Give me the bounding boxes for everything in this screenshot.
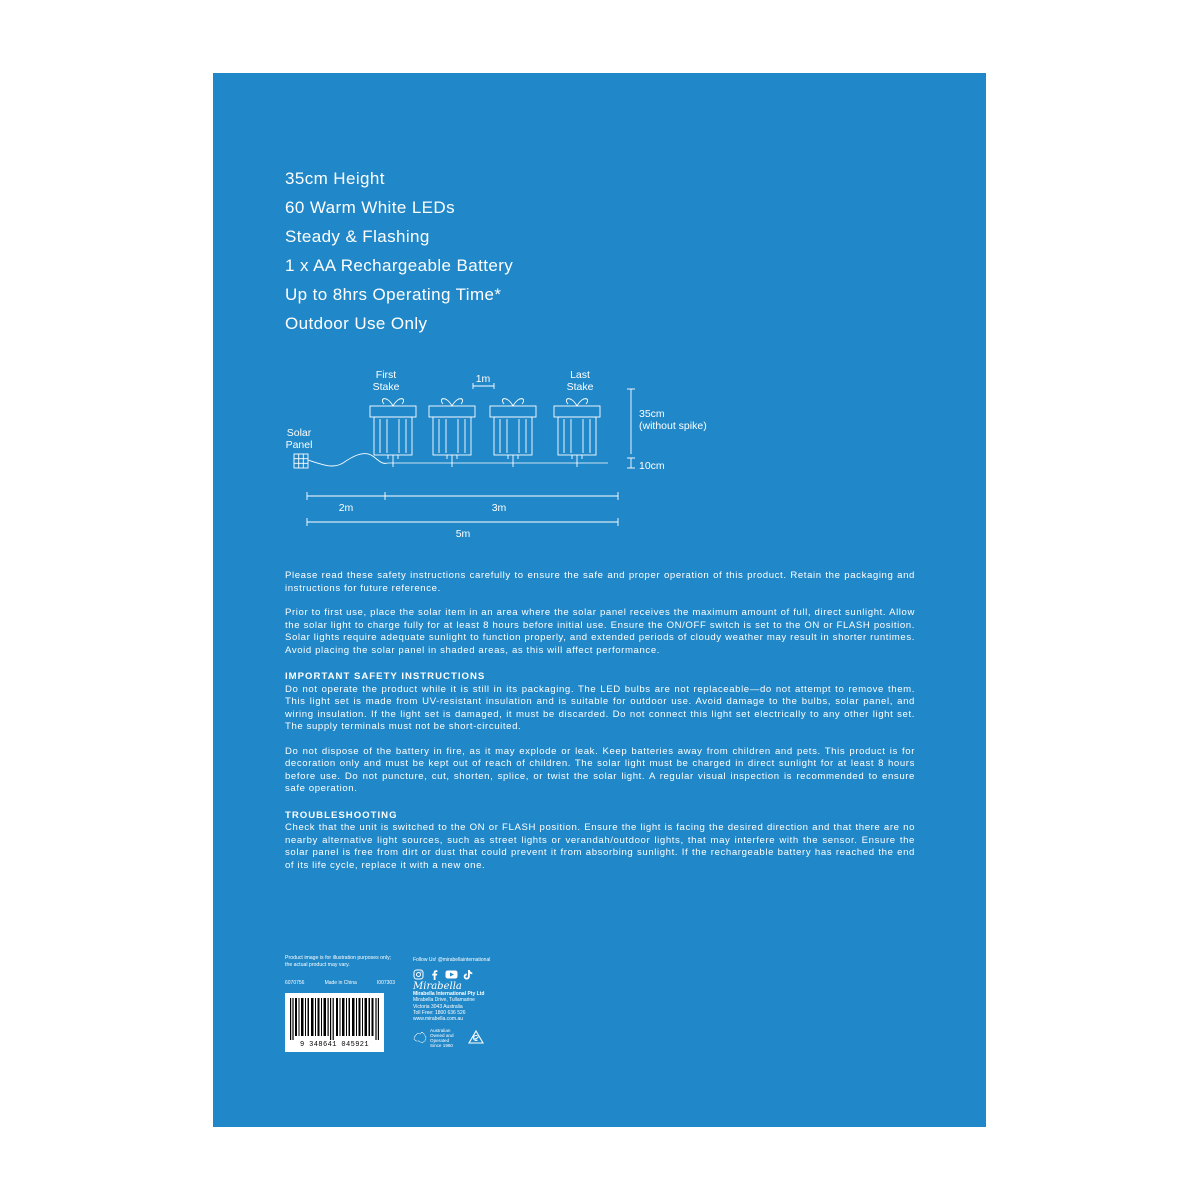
safety-paragraph-2: Do not dispose of the battery in fire, as it may explode or leak. Keep batteries away from children and pets. This product is for decoration only and must be kept out of reach of children. The solar light must be charged in direct sunlight for at least 8 hours before use. Do not puncture, cut, shorten, splice, or twist the solar light. A regular visual inspection is recommended to ensure safe operation. [285,745,915,794]
aus-owned-line-1: Australian [430,1027,451,1033]
aus-owned-line-2: Owned and [430,1032,454,1038]
facebook-icon[interactable] [429,969,440,980]
footer-right [413,957,553,1048]
label-height-note: (without spike) [639,420,707,432]
troubleshooting-paragraph: Check that the unit is switched to the ON or FLASH position. Ensure the light is facing the desired direction and that there are no nearby alternative light sources, such as street lights or verandah/outdoor lights, that may interfere with the sensor. Ensure the solar panel is free from dirt or dust that could prevent it from absorbing sunlight. If the rechargeable battery has reached the end of its life cycle, replace it with a new one. [285,822,915,871]
australia-map-icon [413,1031,427,1044]
label-total: 5m [455,528,471,540]
label-run: 3m [491,502,507,514]
feature-runtime: Up to 8hrs Operating Time* [285,285,502,304]
youtube-icon[interactable] [445,969,458,980]
instagram-icon[interactable] [413,969,424,980]
gift-box-icon [370,399,416,467]
label-last-stake-line1: Last [570,369,590,381]
rcm-compliance-icon [468,1030,484,1045]
intro-paragraph: Please read these safety instructions carefully to ensure the safe and proper operation of this product. Retain the packaging and instructions for future reference. [285,570,915,594]
batch-code: I007303 [376,980,395,987]
feature-battery: 1 x AA Rechargeable Battery [285,256,514,275]
company-name: Mirabella International Pty Ltd [413,990,485,997]
label-spike: 10cm [639,460,665,472]
aus-owned-line-3: Operated [430,1037,450,1043]
troubleshooting-heading: TROUBLESHOOTING [285,809,398,821]
aus-owned-line-4: Since 1960 [430,1042,453,1048]
feature-height: 35cm Height [285,169,385,188]
barcode-bars [290,998,379,1040]
safety-paragraph-1: Do not operate the product while it is still in its packaging. The LED bulbs are not replaceable—do not attempt to remove them. This light set is made from UV-resistant insulation and is suitable for outdoor use. Avoid damage to the bulbs, solar panel, and wiring insulation. If the light set is damaged, it must be discarded. Do not connect this light set electrically to any other light set. The supply terminals must not be short-circuited. [285,683,915,732]
safety-heading: IMPORTANT SAFETY INSTRUCTIONS [285,671,486,682]
product-codes [285,980,395,987]
origin: Made in China [324,980,357,987]
feature-modes: Steady & Flashing [285,227,430,246]
instructions [285,570,915,884]
gift-box-icon [490,399,536,467]
label-lead: 2m [338,502,354,514]
social-icons [413,969,553,980]
follow-us: Follow Us! @mirabellainternational [413,957,491,963]
label-first-stake-line2: Stake [372,381,400,393]
product-dimension-diagram [213,363,986,553]
label-last-stake-line2: Stake [566,381,594,393]
certification-logos [413,1028,553,1048]
label-height: 35cm [639,408,665,420]
tiktok-icon[interactable] [463,969,473,980]
gift-box-icon [554,399,600,467]
solar-panel-icon [294,454,308,468]
address-line-2: Victoria 3043 Australia [413,1003,463,1010]
gift-box-icon [429,399,475,467]
product-code: 6070756 [285,980,305,987]
label-solar-line1: Solar [286,427,312,439]
feature-outdoor: Outdoor Use Only [285,314,428,333]
barcode [285,993,384,1052]
address-line-1: Mirabella Drive, Tullamarine [413,997,475,1004]
toll-free: Toll Free: 1800 636 526 [413,1010,466,1017]
label-solar-line2: Panel [285,439,313,451]
disclaimer: Product image is for illustration purposes only; the actual product may vary. [285,955,392,968]
website: www.mirabella.com.au [413,1016,464,1023]
brand-logo: Mirabella [413,981,462,993]
label-first-stake-line1: First [375,369,397,381]
feature-leds: 60 Warm White LEDs [285,198,455,217]
label-spacing: 1m [475,373,491,385]
australian-owned-badge [413,1028,454,1048]
barcode-number: 9 348641 045921 [299,1041,369,1050]
first-use-paragraph: Prior to first use, place the solar item in an area where the solar panel receives the maximum amount of full, direct sunlight. Allow the solar light to charge fully for at least 8 hours before initial use. Ensure the ON/OFF switch is set to the ON or FLASH position. Solar lights require adequate sunlight to function properly, and extended periods of cloudy weather may result in shorter runtimes. Avoid placing the solar panel in shaded areas, as this will affect performance. [285,607,915,656]
feature-list [285,164,513,338]
packaging-panel [213,73,986,1127]
footer-left [285,955,395,1052]
